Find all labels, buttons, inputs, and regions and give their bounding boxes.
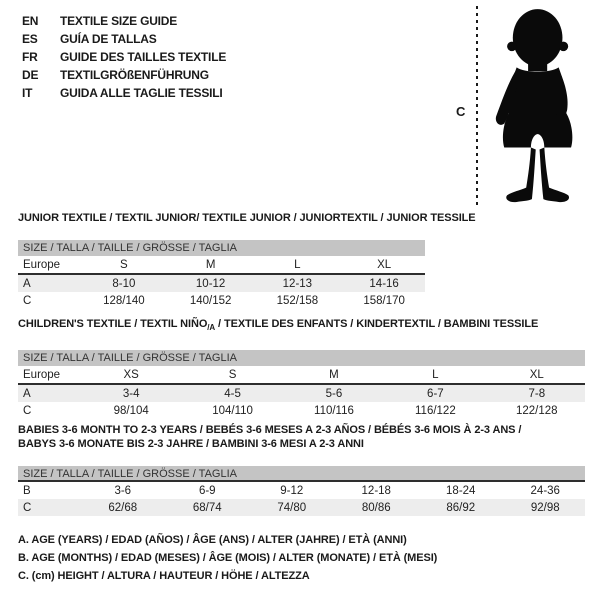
column-header: S [179, 366, 280, 384]
language-label: TEXTILGRÖßENFÜHRUNG [60, 68, 209, 82]
size-cell: 98/104 [113, 404, 149, 417]
size-cell: 12-13 [282, 277, 313, 290]
row-label: C [23, 294, 32, 307]
size-cell: 6-9 [198, 484, 216, 497]
size-cell: 110/116 [314, 404, 354, 417]
size-cell: 62/68 [108, 501, 138, 514]
language-code: DE [22, 68, 39, 82]
language-code: EN [22, 14, 39, 28]
language-code: IT [22, 86, 33, 100]
size-cell: 14-16 [369, 277, 399, 290]
babies-size-table [18, 482, 585, 516]
size-header-bar: SIZE / TALLA / TAILLE / GRÖSSE / TAGLIA [18, 350, 585, 366]
language-code: ES [22, 32, 38, 46]
row-label: C [23, 404, 32, 417]
size-cell: 122/128 [515, 404, 558, 417]
legend-note-b: B. AGE (MONTHS) / EDAD (MESES) / ÂGE (MOIS) / ALTER (MONATE) / ETÀ (MESI) [18, 552, 438, 564]
language-label: TEXTILE SIZE GUIDE [60, 14, 178, 28]
section-title: JUNIOR TEXTILE / TEXTIL JUNIOR/ TEXTILE JUNIOR / JUNIORTEXTIL / JUNIOR TESSILE [18, 212, 476, 224]
size-cell: 24-36 [530, 484, 560, 497]
size-cell: 68/74 [192, 501, 222, 514]
size-cell: 5-6 [325, 387, 343, 400]
size-cell: 86/92 [446, 501, 476, 514]
language-label: GUÍA DE TALLAS [60, 32, 157, 46]
size-cell: 18-24 [446, 484, 476, 497]
language-label: GUIDA ALLE TAGLIE TESSILI [60, 86, 223, 100]
size-cell: 92/98 [530, 501, 560, 514]
height-measure-dashed-line [476, 6, 478, 208]
size-cell: 104/110 [212, 404, 253, 417]
column-header: M [165, 256, 252, 274]
childrens-textile-section [18, 317, 585, 419]
table-row-age [18, 274, 425, 292]
height-measure-label: C [456, 104, 466, 119]
size-cell: 158/170 [363, 294, 405, 307]
size-cell: 128/140 [103, 294, 145, 307]
section-title [18, 317, 585, 335]
size-cell: 80/86 [361, 501, 391, 514]
table-column-header-row [18, 256, 425, 274]
size-cell: 9-12 [280, 484, 304, 497]
column-header: M [281, 366, 382, 384]
legend-note-a: A. AGE (YEARS) / EDAD (AÑOS) / ÂGE (ANS) / ALTER (JAHRE) / ETÀ (ANNI) [18, 534, 407, 546]
size-cell: 140/152 [189, 294, 232, 307]
childrens-size-table [18, 366, 585, 419]
language-row-it [22, 84, 226, 102]
junior-textile-section [18, 211, 476, 309]
section-title-line1: BABIES 3-6 MONTH TO 2-3 YEARS / BEBÉS 3-6 MESES A 2-3 AÑOS / BÉBÉS 3-6 MOIS À 2-3 ANS / [18, 424, 522, 436]
size-cell: 8-10 [112, 277, 136, 290]
table-row-height [18, 402, 585, 419]
table-column-header-row [18, 366, 585, 384]
table-row-age [18, 482, 585, 499]
title-part: / TEXTILE DES ENFANTS / KINDERTEXTIL / BAMBINI TESSILE [215, 318, 539, 330]
row-label: B [23, 484, 31, 497]
legend-note-c: C. (cm) HEIGHT / ALTURA / HAUTEUR / HÖHE / ALTEZZA [18, 570, 310, 582]
table-row-height [18, 499, 585, 516]
column-header: L [252, 256, 339, 274]
title-subscript: /A [207, 323, 216, 333]
language-row-de [22, 66, 226, 84]
size-cell: 4-5 [224, 387, 241, 400]
language-label: GUIDE DES TAILLES TEXTILE [60, 50, 227, 64]
table-row-height [18, 292, 425, 309]
title-part: CHILDREN'S TEXTILE / TEXTIL NIÑO [18, 318, 208, 330]
size-cell: 6-7 [427, 387, 444, 400]
size-cell: 3-6 [114, 484, 132, 497]
size-cell: 116/122 [415, 404, 456, 417]
baby-silhouette-icon [488, 4, 593, 209]
language-row-en [22, 12, 226, 30]
row-label: A [23, 277, 31, 290]
language-title-list [22, 12, 226, 102]
language-code: FR [22, 50, 38, 64]
legend-notes [18, 531, 437, 585]
babies-textile-section [18, 423, 585, 516]
table-row-age [18, 384, 585, 402]
size-header-bar: SIZE / TALLA / TAILLE / GRÖSSE / TAGLIA [18, 240, 425, 256]
column-header: XL [338, 256, 425, 274]
size-header-bar: SIZE / TALLA / TAILLE / GRÖSSE / TAGLIA [18, 466, 585, 482]
size-cell: 3-4 [122, 387, 140, 400]
column-header: L [382, 366, 483, 384]
size-cell: 74/80 [277, 501, 307, 514]
language-row-es [22, 30, 226, 48]
row-label: A [23, 387, 31, 400]
row-label: C [23, 501, 32, 514]
language-row-fr [22, 48, 226, 66]
size-cell: 7-8 [528, 387, 546, 400]
column-header: Europe [18, 256, 78, 274]
column-header: Europe [18, 366, 78, 384]
size-cell: 12-18 [361, 484, 391, 497]
junior-size-table [18, 256, 425, 309]
column-header: XL [484, 366, 585, 384]
size-cell: 152/158 [276, 294, 319, 307]
column-header: S [78, 256, 165, 274]
size-cell: 10-12 [195, 277, 226, 290]
column-header: XS [78, 366, 179, 384]
section-title-line2: BABYS 3-6 MONATE BIS 2-3 JAHRE / BAMBINI 3-6 MESI A 2-3 ANNI [18, 438, 364, 450]
